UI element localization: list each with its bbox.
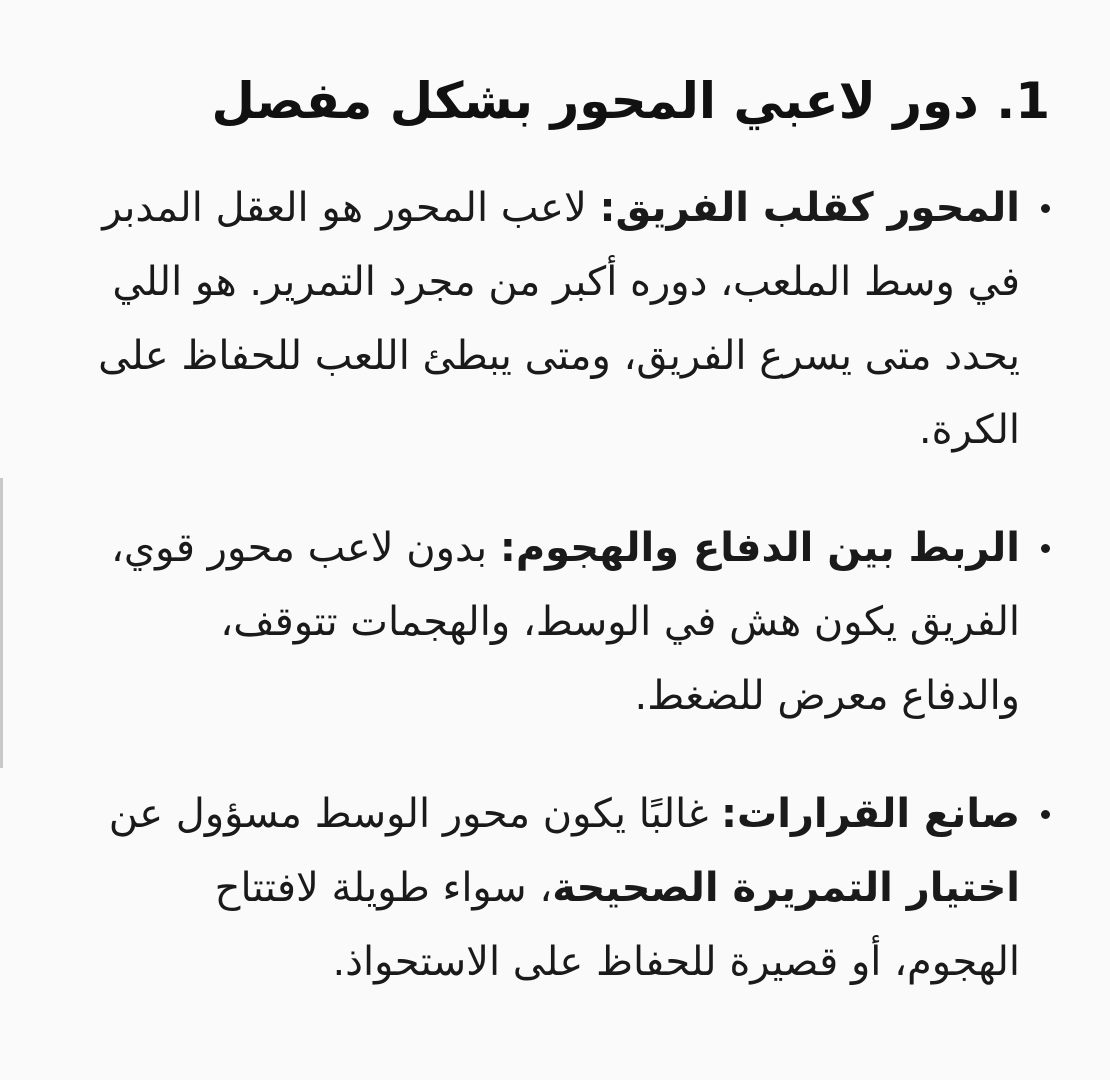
bullet-dot-icon <box>1041 204 1050 213</box>
bullet-inline-bold: اختيار التمريرة الصحيحة <box>552 864 1020 911</box>
bullet-item-link-defense-attack <box>90 511 1050 733</box>
bullet-term-text: الربط بين الدفاع والهجوم <box>515 524 1020 571</box>
bullet-description-end: ، سواء طويلة لافتتاح الهجوم، أو قصيرة للحفاظ على الاستحواذ. <box>214 864 1020 985</box>
section-heading: 1. دور لاعبي المحور بشكل مفصل <box>211 72 1050 130</box>
bullet-dot-icon <box>1041 544 1050 553</box>
term-colon: : <box>599 184 616 231</box>
bullet-item-decision-maker <box>90 777 1050 999</box>
bullet-description: لاعب المحور هو العقل المدبر في وسط الملعب، دوره أكبر من مجرد التمرير. هو اللي يحدد متى يسرع الفريق، ومتى يبطئ اللعب للحفاظ على الكرة. <box>98 184 1020 453</box>
bullet-term <box>500 525 1020 571</box>
bullet-dot-icon <box>1041 810 1050 819</box>
bullet-term <box>721 791 1020 837</box>
article-content <box>90 70 1050 1043</box>
scrollbar-edge[interactable] <box>0 478 3 768</box>
bullet-item-pivot-heart <box>90 171 1050 467</box>
bullet-term-text: صانع القرارات <box>737 790 1020 837</box>
bullet-description: بدون لاعب محور قوي، الفريق يكون هش في الوسط، والهجمات تتوقف، والدفاع معرض للضغط. <box>110 524 1020 719</box>
term-colon: : <box>499 524 516 571</box>
bullet-list <box>90 171 1050 999</box>
term-colon: : <box>721 790 737 837</box>
bullet-description-start: غالبًا يكون محور الوسط مسؤول عن <box>108 790 721 837</box>
bullet-term <box>599 185 1020 231</box>
bullet-term-text: المحور كقلب الفريق <box>615 184 1020 231</box>
